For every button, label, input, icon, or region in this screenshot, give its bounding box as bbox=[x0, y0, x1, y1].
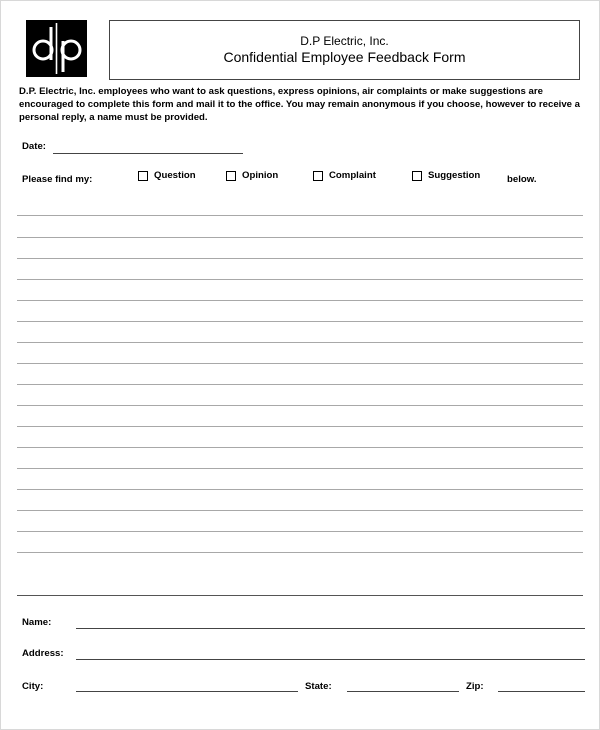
writing-line bbox=[17, 258, 583, 259]
writing-line bbox=[17, 531, 583, 532]
writing-line bbox=[17, 215, 583, 216]
question-label: Question bbox=[154, 170, 196, 181]
option-complaint[interactable] bbox=[313, 170, 376, 181]
zip-field[interactable] bbox=[498, 691, 585, 692]
complaint-label: Complaint bbox=[329, 170, 376, 181]
form-title: Confidential Employee Feedback Form bbox=[223, 49, 466, 65]
date-field[interactable] bbox=[53, 153, 243, 154]
below-label: below. bbox=[507, 174, 537, 185]
writing-line bbox=[17, 468, 583, 469]
option-question[interactable] bbox=[138, 170, 196, 181]
intro-paragraph: D.P. Electric, Inc. employees who want to ask questions, express opinions, air complaints or make suggestions are encouraged to complete this form and mail it to the office. You may remain anonymous if you choose, however to receive a personal reply, a name must be provided. bbox=[19, 86, 581, 123]
writing-line bbox=[17, 363, 583, 364]
writing-line bbox=[17, 300, 583, 301]
name-label: Name: bbox=[22, 617, 52, 628]
opinion-checkbox[interactable] bbox=[226, 171, 236, 181]
date-label: Date: bbox=[22, 141, 46, 152]
option-opinion[interactable] bbox=[226, 170, 278, 181]
writing-line bbox=[17, 552, 583, 553]
address-label: Address: bbox=[22, 648, 64, 659]
writing-line bbox=[17, 384, 583, 385]
writing-line bbox=[17, 279, 583, 280]
city-field[interactable] bbox=[76, 691, 298, 692]
zip-label: Zip: bbox=[466, 681, 484, 692]
writing-line bbox=[17, 405, 583, 406]
writing-line bbox=[17, 489, 583, 490]
company-logo bbox=[26, 20, 87, 77]
opinion-label: Opinion bbox=[242, 170, 279, 181]
question-checkbox[interactable] bbox=[138, 171, 148, 181]
state-field[interactable] bbox=[347, 691, 459, 692]
writing-line bbox=[17, 426, 583, 427]
option-suggestion[interactable] bbox=[412, 170, 480, 181]
address-field[interactable] bbox=[76, 659, 585, 660]
section-divider bbox=[17, 595, 583, 596]
writing-line bbox=[17, 321, 583, 322]
name-field[interactable] bbox=[76, 628, 585, 629]
state-label: State: bbox=[305, 681, 332, 692]
complaint-checkbox[interactable] bbox=[313, 171, 323, 181]
city-label: City: bbox=[22, 681, 44, 692]
suggestion-label: Suggestion bbox=[428, 170, 481, 181]
writing-line bbox=[17, 447, 583, 448]
writing-line bbox=[17, 510, 583, 511]
company-name: D.P Electric, Inc. bbox=[300, 34, 389, 48]
suggestion-checkbox[interactable] bbox=[412, 171, 422, 181]
form-header bbox=[109, 20, 580, 80]
writing-line bbox=[17, 342, 583, 343]
writing-line bbox=[17, 237, 583, 238]
find-label: Please find my: bbox=[22, 174, 93, 185]
